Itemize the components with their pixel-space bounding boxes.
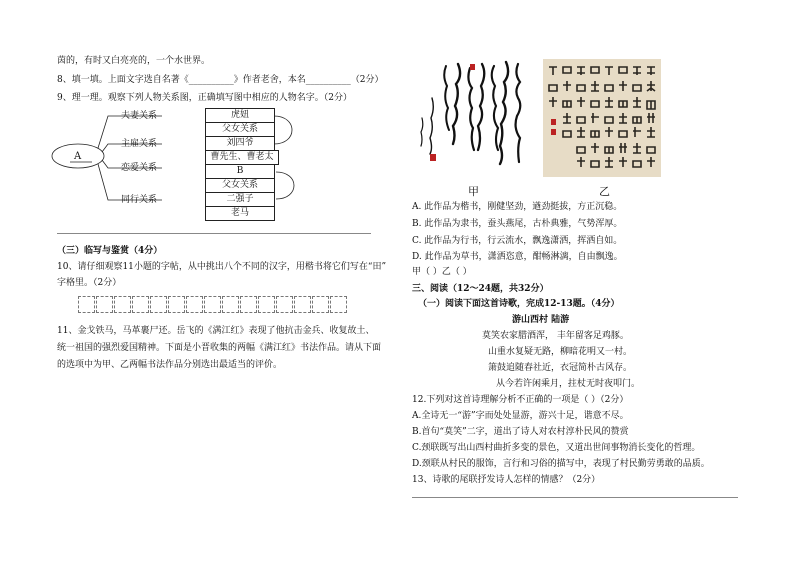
person-box-huniu: 虎妞 — [205, 108, 275, 123]
relation-label-romance: 恋爱关系 — [121, 163, 158, 173]
divider-left — [57, 233, 371, 234]
question-12-option-d: D.颈联从村民的服饰，言行和习俗的描写中，表现了村民勤劳勇敢的品质。 — [412, 459, 710, 469]
subsection-one-title: （一）阅读下面这首诗歌，完成12-13题。（4分） — [418, 299, 620, 309]
person-box-erqiangzi: 二强子 — [205, 192, 275, 207]
person-box-laoma: 老马 — [205, 206, 275, 221]
poem-line-2: 山重水复疑无路，柳暗花明又一村。 — [488, 347, 633, 357]
question-12-option-b: B.首句“莫笑”二字，道出了诗人对农村淳朴民风的赞赏 — [412, 427, 629, 437]
question-9: 9、理一理。观察下列人物关系图，正确填写图中相应的人物名字。（2分） — [57, 93, 352, 103]
question-12-option-c: C.颈联既写出山西村曲折多变的景色，又道出世间事物消长变化的哲理。 — [412, 443, 701, 453]
question-10-line-2: 字格里。（2分） — [57, 278, 122, 288]
calligraphy-yi-image — [543, 59, 661, 177]
poem-line-3: 箫鼓追随春社近，衣冠简朴古风存。 — [488, 363, 633, 373]
question-11-line-3: 的选项中为甲、乙两幅书法作品分别选出最适当的评价。 — [57, 360, 283, 370]
question-10-line-1: 10、请仔细观察11小题的字帖，从中挑出八个不同的汉字，用楷书将它们写在“田” — [57, 262, 387, 272]
relation-label-colleague: 同行关系 — [121, 195, 158, 205]
section-reading-title: 三、阅读（12～24题，共32分） — [412, 284, 549, 294]
person-box-b: B — [205, 164, 275, 179]
answer-line-q13[interactable] — [412, 497, 738, 498]
question-11-line-2: 统一祖国的强烈爱国精神。下面是小晋收集的两幅《满江红》书法作品。请从下面 — [57, 343, 382, 353]
section-3-title: （三）临写与鉴赏（4分） — [57, 246, 163, 256]
relation-label-employment: 主雇关系 — [121, 139, 158, 149]
diagram-center-label: A — [74, 151, 82, 162]
calligraphy-jia-image — [410, 58, 530, 178]
question-13: 13、诗歌的尾联抒发诗人怎样的情感？（2分） — [412, 475, 601, 485]
poem-title: 游山西村 陆游 — [512, 315, 570, 325]
answer-line[interactable]: 甲（ ）乙（ ） — [412, 267, 472, 277]
option-a: A. 此作品为楷书，刚健坚劲，遒劲挺拔，方正沉稳。 — [412, 202, 623, 212]
question-12: 12.下列对这首诗理解分析不正确的一项是（ ）（2分） — [412, 395, 629, 405]
poem-line-4: 从今若许闲乘月，拄杖无时夜叩门。 — [496, 379, 641, 389]
question-8: 8、填一填。上面文字选自名著《__________》作者老舍，本名__________（2分） — [57, 75, 384, 85]
calligraphy-label-yi: 乙 — [599, 185, 610, 198]
option-d: D. 此作品为草书，潇洒恣意，酣畅淋漓，自由飘逸。 — [412, 252, 623, 262]
relation-box-father-daughter-2: 父女关系 — [205, 178, 275, 193]
question-11-line-1: 11、金戈铁马，马革裹尸还。岳飞的《满江红》表现了他抗击金兵、收复故土、 — [57, 326, 375, 336]
intro-tail: 茵的，有时又白亮亮的，一个水世界。 — [57, 56, 211, 66]
writing-grid[interactable] — [78, 296, 358, 314]
person-box-cao: 曹先生、曹老太 — [205, 150, 279, 165]
relation-label-spouse: 夫妻关系 — [121, 111, 158, 121]
person-box-liusiye: 刘四爷 — [205, 136, 275, 151]
option-c: C. 此作品为行书，行云流水，飘逸潇洒，挥洒自如。 — [412, 236, 623, 246]
calligraphy-label-jia: 甲 — [468, 185, 479, 198]
question-12-option-a: A.全诗无一“游”字而处处显游，游兴十足，谐意不尽。 — [412, 411, 629, 421]
poem-line-1: 莫笑农家腊酒浑， 丰年留客足鸡豚。 — [482, 331, 629, 341]
option-b: B. 此作品为隶书，蚕头燕尾，古朴典雅，气势浑厚。 — [412, 219, 623, 229]
relation-box-father-daughter-1: 父女关系 — [205, 122, 275, 137]
